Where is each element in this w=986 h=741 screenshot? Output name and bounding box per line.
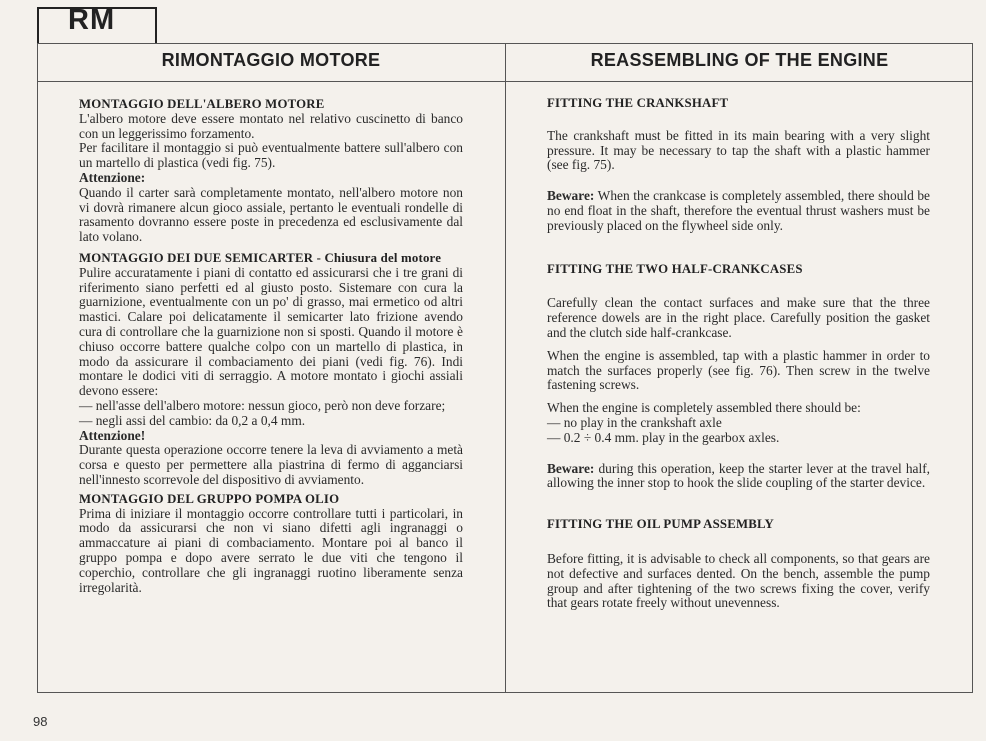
paragraph-text: during this operation, keep the starter lever at the travel half, allowing the inner stop to hook the slide coupling of the starter device. <box>547 460 930 491</box>
warning-label: Beware: <box>547 188 595 204</box>
italian-column <box>79 97 463 595</box>
warning-label: Attenzione! <box>79 427 146 443</box>
paragraph <box>547 462 930 492</box>
paragraph: Carefully clean the contact surfaces and make sure that the three reference dowels are in the right place. Carefully position the gasket and the clutch side half-crankcase. <box>547 295 930 340</box>
paragraph-text: When the crankcase is completely assembled, there should be no end float in the shaft, therefore the eventual thrust washers must be previously placed on the flywheel side only. <box>547 188 930 233</box>
paragraph: Before fitting, it is advisable to check all components, so that gears are not defective and surfaces dented. On the bench, assemble the pump group and after tightening of the two screws fixing the cover, verify that gears rotate freely without unevenness. <box>547 550 930 611</box>
rm-logo: RM <box>68 4 116 36</box>
paragraph: When the engine is assembled, tap with a plastic hammer in order to match the surfaces properly (see fig. 76). Then screw in the twelve fastening screws. <box>547 347 930 393</box>
section-heading: MONTAGGIO DEL GRUPPO POMPA OLIO <box>79 491 340 506</box>
paragraph: Durante questa operazione occorre tenere la leva di avviamento a metà corsa e questo per permettere alla piastrina di fermo di agganciarsi nell'innesto scorrevole del dispositivo di avviamento. <box>79 442 463 487</box>
section-heading: FITTING THE TWO HALF-CRANKCASES <box>547 261 803 276</box>
paragraph: The crankshaft must be fitted in its main bearing with a very slight pressure. It may be necessary to tap the shaft with a plastic hammer (see fig. 75). <box>547 127 930 173</box>
paragraph: Prima di iniziare il montaggio occorre controllare tutti i particolari, in modo da assicurarsi che non vi siano difetti agli ingranaggi o ammaccature ai piani di combaciamento. Montare poi al banco il gruppo pompa e dopo avere serrato le due viti che tengono il coperchio, controllare che gli ingranaggi ruotino liberamente senza irregolarità. <box>79 505 463 595</box>
warning-label: Beware: <box>547 460 595 476</box>
page-title-italian: RIMONTAGGIO MOTORE <box>161 50 381 70</box>
page-title-english: REASSEMBLING OF THE ENGINE <box>590 50 889 70</box>
paragraph: Per facilitare il montaggio si può eventualmente battere sull'albero con un martello di plastica (vedi fig. 75). <box>79 140 463 171</box>
column-divider <box>505 43 506 693</box>
section-heading: FITTING THE CRANKSHAFT <box>547 96 729 110</box>
paragraph <box>547 189 930 233</box>
section-heading: MONTAGGIO DEI DUE SEMICARTER - Chiusura del motore <box>79 250 442 265</box>
list-item: — no play in the crankshaft axle <box>547 414 722 430</box>
list-item: — 0.2 ÷ 0.4 mm. play in the gearbox axles. <box>547 429 780 445</box>
english-column <box>547 96 930 611</box>
paragraph: When the engine is completely assembled there should be: <box>547 400 861 416</box>
page-number: 98 <box>33 714 48 729</box>
paragraph: Pulire accuratamente i piani di contatto ed assicurarsi che i tre grani di riferimento siano perfetti ed al giusto posto. Sistemare con cura la guarnizione, eventualmente con un po' di grasso, mai ermetico od altri mastici. Calare poi delicatamente il semicarter lato frizione avendo cura di controllare che la guarnizione non si sposti. Quando il motore è chiuso occorre battere qualche colpo con un martello di plastica, in modo da assicurare il combaciamento dei piani (vedi fig. 76). Indi montare le dodici viti di serraggio. A motore montato i giochi assiali devono essere: <box>79 264 463 399</box>
list-item: — nell'asse dell'albero motore: nessun gioco, però non deve forzare; <box>79 397 446 413</box>
paragraph: L'albero motore deve essere montato nel relativo cuscinetto di banco con un leggerissimo forzamento. <box>79 110 463 141</box>
section-heading: FITTING THE OIL PUMP ASSEMBLY <box>547 517 774 532</box>
section-heading: MONTAGGIO DELL'ALBERO MOTORE <box>79 97 325 111</box>
paragraph: Quando il carter sarà completamente montato, nell'albero motore non vi dovrà rimanere alcun gioco assiale, pertanto le eventuali rondelle di rasamento dovranno essere poste in precedenza ed esclusivamente dal lato volano. <box>79 184 463 245</box>
warning-label: Attenzione: <box>79 169 146 185</box>
list-item: — negli assi del cambio: da 0,2 a 0,4 mm. <box>79 412 306 428</box>
